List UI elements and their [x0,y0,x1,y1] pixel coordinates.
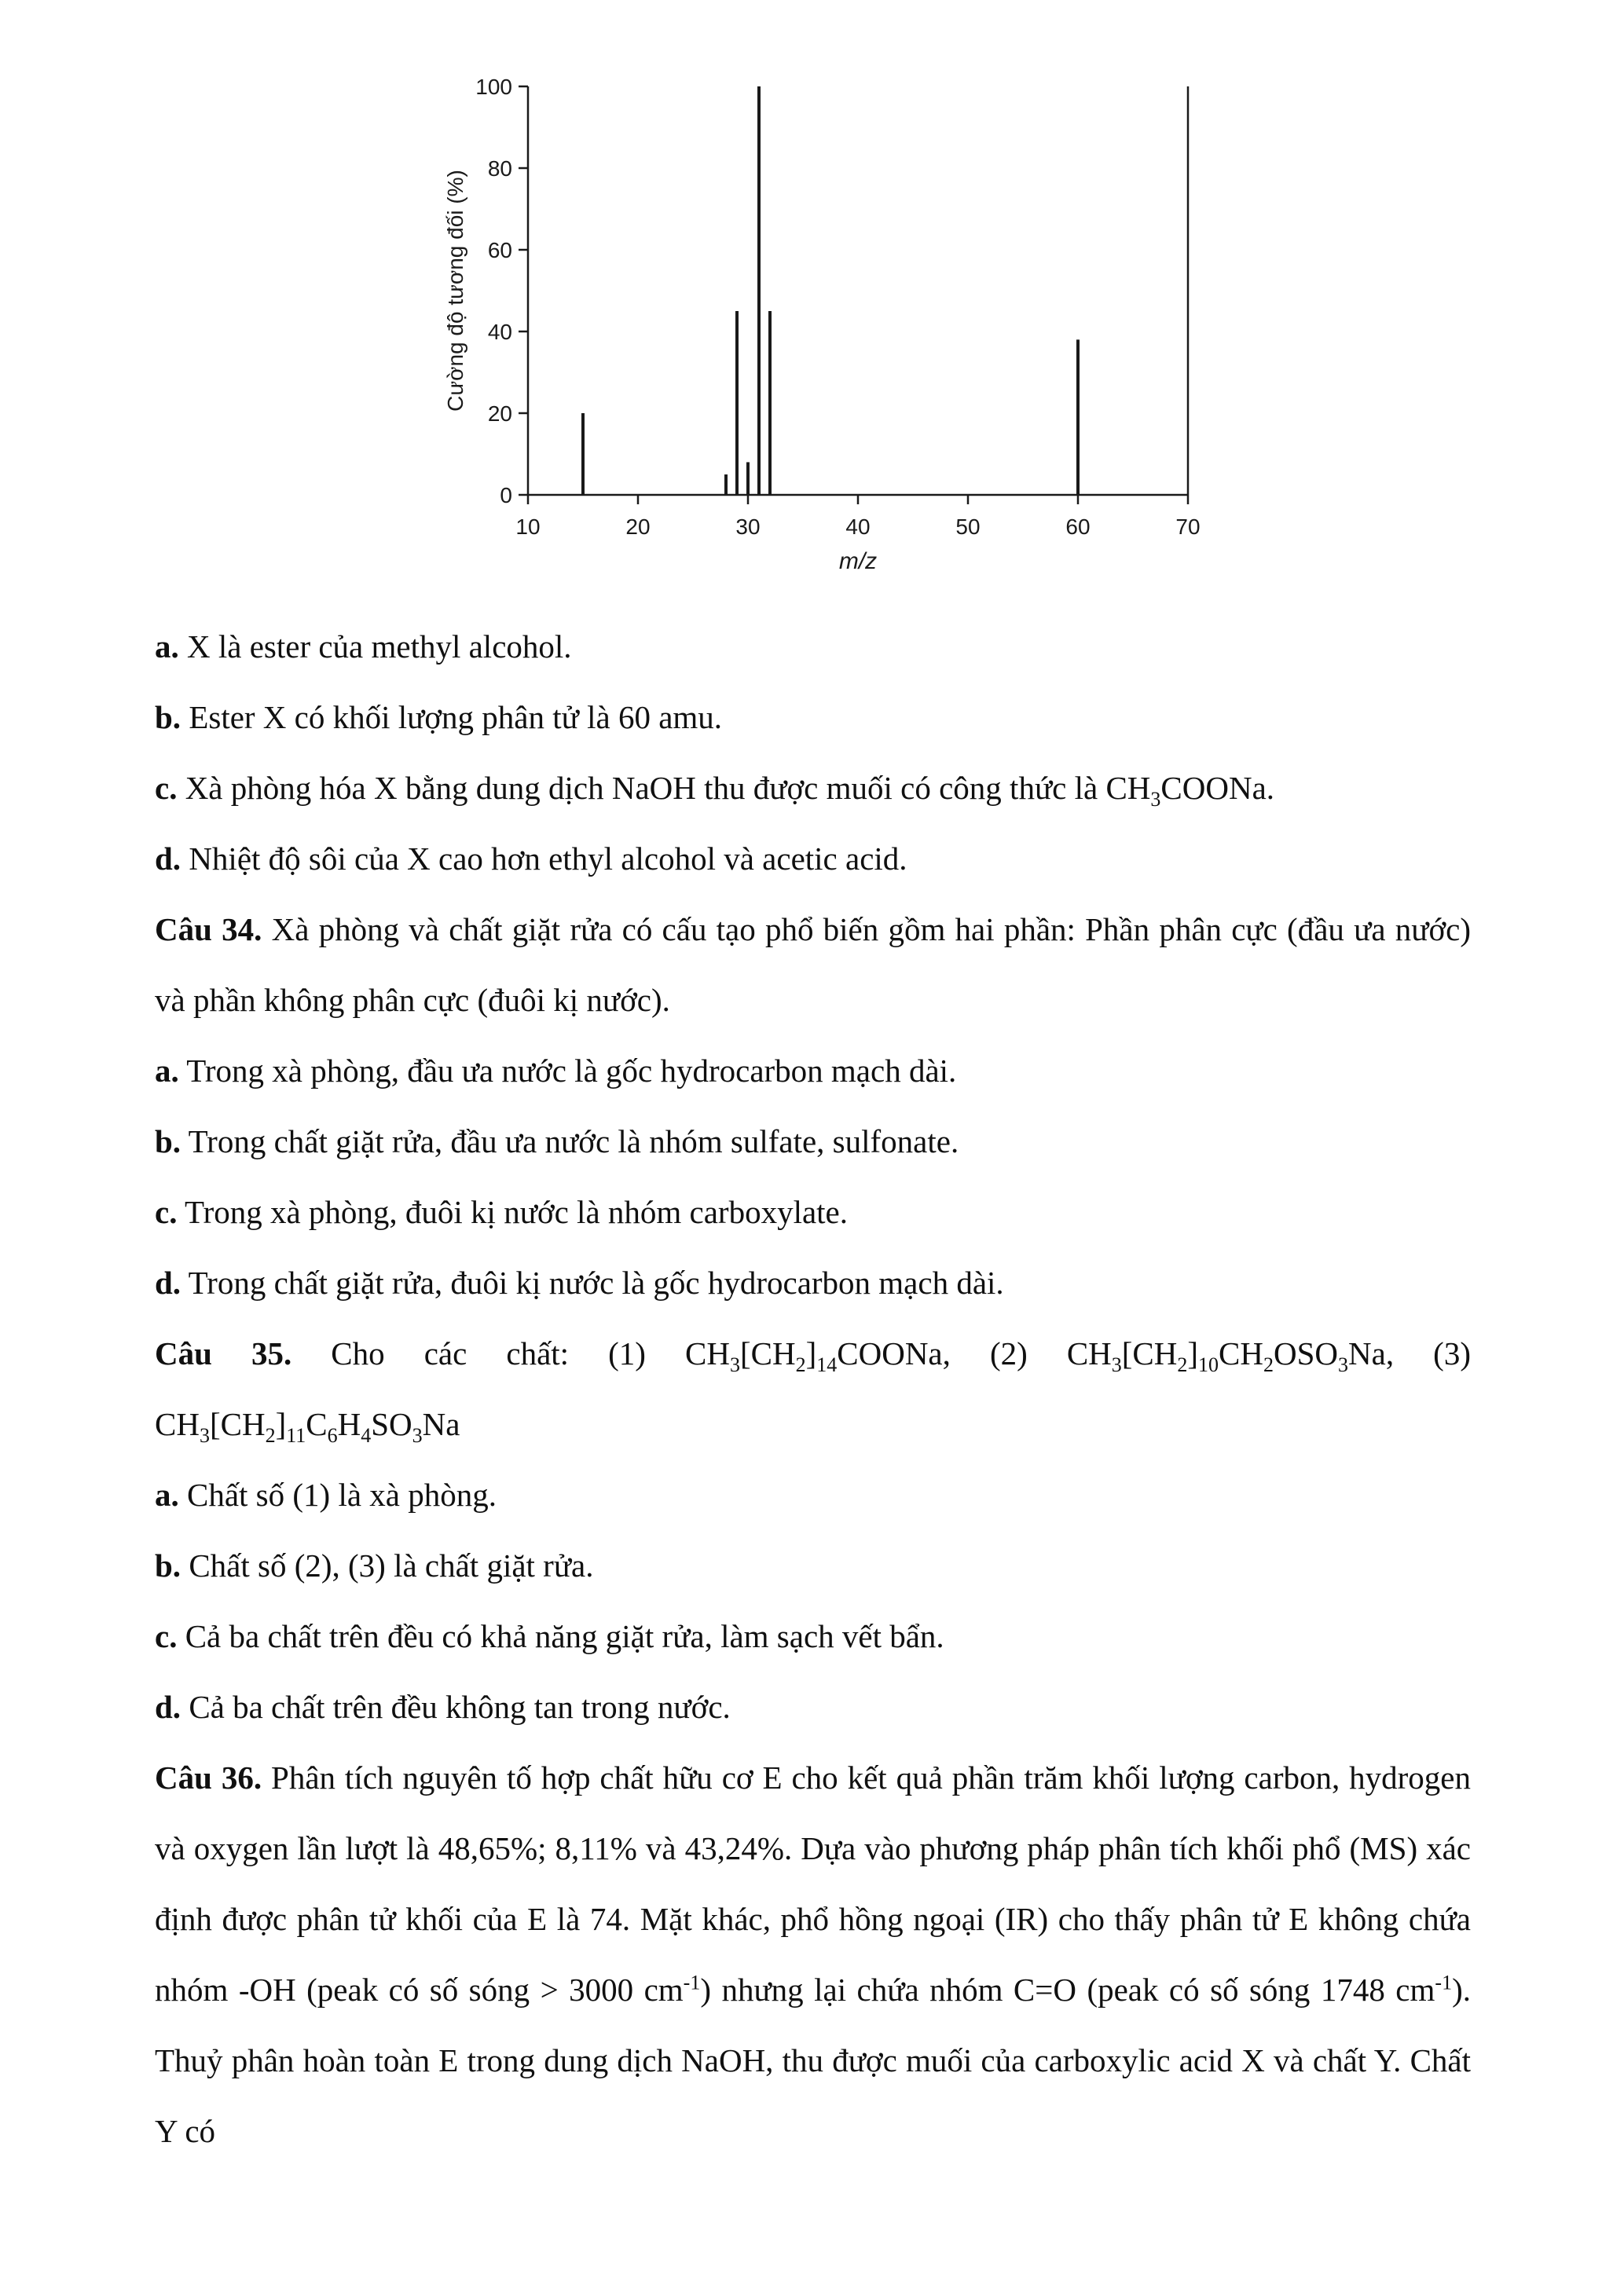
text-run: ) nhưng lại chứa nhóm C=O (peak có số sóng 1748 cm [700,1972,1435,2008]
subscript: 3 [729,1353,740,1377]
subscript: 14 [816,1353,838,1377]
subscript: 4 [361,1424,372,1448]
subscript: 3 [1150,788,1161,811]
text-run: Cho các chất: (1) CH [291,1335,730,1371]
bold-label: Câu 36. [155,1760,262,1796]
text-run: ] [275,1406,287,1442]
text-run: Chất số (1) là xà phòng. [178,1477,497,1513]
subscript: 6 [327,1424,338,1448]
y-tick-label: 40 [487,320,512,344]
text-run: OSO [1274,1335,1339,1371]
text-run: Trong xà phòng, đuôi kị nước là nhóm carboxylate. [177,1194,849,1230]
text-run: COONa, (2) CH [837,1335,1112,1371]
text-run: SO [371,1406,412,1442]
text-run: C [306,1406,328,1442]
text-run: Phân tích nguyên tố hợp chất hữu cơ E cho kết quả phần trăm khối lượng carbon, hydrogen và oxygen lần lượt là 48,65%; 8,11% và 43,24%. Dựa vào phương pháp phân tích khối phổ (MS) xác định được phân tử khối của E là 74. Mặt khác, phổ hồng ngoại (IR) cho thấy phân tử E không chứa nhóm -OH (peak có số sóng > 3000 cm [155,1760,1479,2008]
text-run: Cả ba chất trên đều không tan trong nước. [181,1689,731,1725]
text-run: Trong chất giặt rửa, đầu ưa nước là nhóm sulfate, sulfonate. [181,1123,959,1159]
x-tick-label: 30 [735,514,761,539]
subscript: 2 [1177,1353,1188,1377]
superscript: -1 [1435,1971,1453,1994]
text-run: [CH [739,1335,796,1371]
q33-option-c [155,753,1471,823]
x-tick-label: 60 [1065,514,1091,539]
q34-stem [155,894,1479,1035]
subscript: 11 [286,1424,306,1448]
text-run: Xà phòng hóa X bằng dung dịch NaOH thu được muối có công thức là CH [177,770,1151,806]
x-tick-label: 40 [845,514,871,539]
mass-spectrum-chart [438,67,1471,581]
bold-label: c. [155,1618,178,1654]
bold-label: c. [155,1194,178,1230]
q33-option-b [155,682,1471,753]
x-tick-label: 20 [625,514,651,539]
bold-label: a. [155,628,179,665]
y-tick-label: 0 [500,483,512,507]
q36-stem [155,1742,1479,2166]
text-run: X là ester của methyl alcohol. [178,628,572,665]
q35-option-b [155,1530,1471,1601]
text-run: Cả ba chất trên đều có khả năng giặt rửa, làm sạch vết bẩn. [177,1618,944,1654]
mass-spectrum-svg [438,67,1223,581]
x-tick-label: 10 [515,514,541,539]
q35-option-c [155,1601,1471,1672]
text-run: Chất số (2), (3) là chất giặt rửa. [181,1547,594,1584]
bold-label: b. [155,1547,181,1584]
q35-option-d [155,1672,1471,1742]
q34-option-b [155,1106,1471,1177]
y-tick-label: 80 [487,156,512,181]
q34-option-c [155,1177,1471,1247]
q35-stem [155,1318,1479,1459]
y-tick-label: 60 [487,238,512,262]
superscript: -1 [683,1971,701,1994]
bold-label: b. [155,699,181,735]
bold-label: d. [155,1265,181,1301]
text-run: ] [1187,1335,1199,1371]
q35-option-a [155,1459,1471,1530]
subscript: 3 [1111,1353,1122,1377]
bold-label: d. [155,1689,181,1725]
q34-option-d [155,1247,1471,1318]
y-axis-title: Cường độ tương đối (%) [443,170,467,412]
subscript: 2 [1263,1353,1274,1377]
q33-option-a [155,611,1471,682]
subscript: 10 [1198,1353,1219,1377]
text-run: [CH [1121,1335,1178,1371]
x-tick-label: 70 [1175,514,1201,539]
bold-label: b. [155,1123,181,1159]
bold-label: Câu 34. [155,911,262,947]
text-run: Trong xà phòng, đầu ưa nước là gốc hydrocarbon mạch dài. [178,1053,957,1089]
bold-label: d. [155,840,181,877]
y-tick-label: 20 [487,401,512,426]
text-run: COONa. [1160,770,1275,806]
text-run: Nhiệt độ sôi của X cao hơn ethyl alcohol và acetic acid. [181,840,907,877]
bold-label: c. [155,770,178,806]
bold-label: a. [155,1477,179,1513]
text-run: CH [1219,1335,1264,1371]
text-run: H [337,1406,361,1442]
text-run: Trong chất giặt rửa, đuôi kị nước là gốc hydrocarbon mạch dài. [181,1265,1004,1301]
document-body [155,611,1479,2166]
subscript: 2 [795,1353,806,1377]
y-tick-label: 100 [475,75,512,99]
q33-option-d [155,823,1471,894]
subscript: 3 [412,1424,423,1448]
text-run: ). Thuỷ phân hoàn toàn E trong dung dịch NaOH, thu được muối của carboxylic acid X và chất Y. Chất Y có [155,1972,1479,2149]
x-axis-title: m/z [838,548,878,574]
x-tick-label: 50 [955,514,981,539]
subscript: 3 [1338,1353,1349,1377]
text-run: ] [805,1335,817,1371]
subscript: 3 [199,1424,210,1448]
mass-spectrum-plot-area [438,67,1471,581]
subscript: 2 [265,1424,276,1448]
text-run: Xà phòng và chất giặt rửa có cấu tạo phổ biến gồm hai phần: Phần phân cực (đầu ưa nước) và phần không phân cực (đuôi kị nước). [155,911,1479,1018]
bold-label: a. [155,1053,179,1089]
text-run: Ester X có khối lượng phân tử là 60 amu. [181,699,723,735]
text-run: Na [422,1406,460,1442]
q34-option-a [155,1035,1471,1106]
text-run: [CH [209,1406,266,1442]
bold-label: Câu 35. [155,1335,292,1371]
text-run: Na, (3) CH [155,1335,1479,1442]
